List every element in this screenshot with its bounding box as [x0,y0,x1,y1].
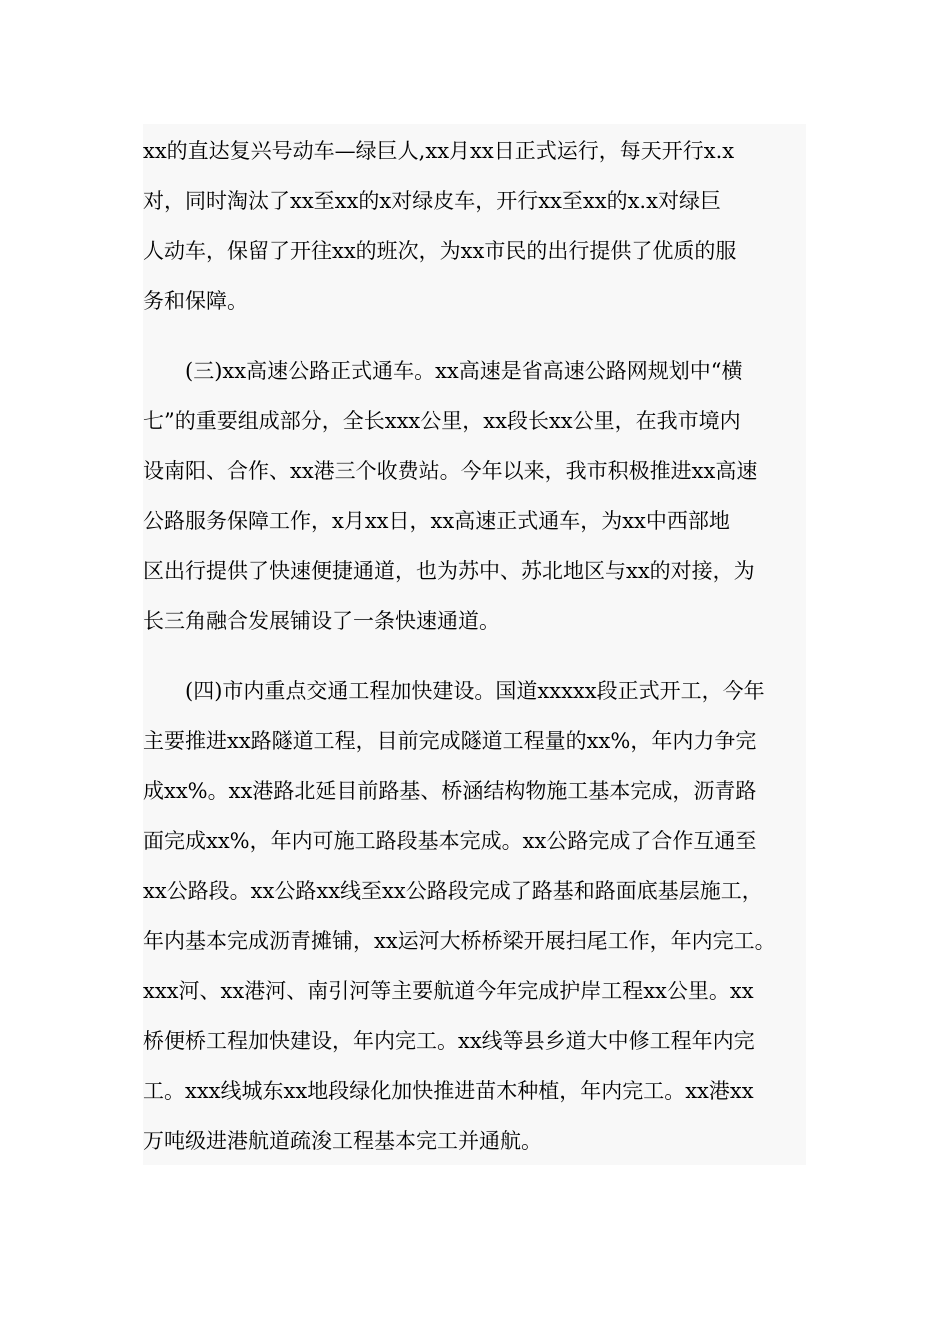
text-line: 万吨级进港航道疏浚工程基本完工并通航。 [143,1129,542,1153]
text-line: 桥便桥工程加快建设，年内完工。xx线等县乡道大中修工程年内完 [143,1029,755,1053]
text-line: 设南阳、合作、xx港三个收费站。今年以来，我市积极推进xx高速 [143,459,758,483]
text-line: 成xx%。xx港路北延目前路基、桥涵结构物施工基本完成，沥青路 [143,779,757,803]
text-line: (三)xx高速公路正式通车。xx高速是省高速公路网规划中“横 [143,359,743,383]
text-line: 年内基本完成沥青摊铺，xx运河大桥桥梁开展扫尾工作，年内完工。 [143,929,776,953]
text-line: 对，同时淘汰了xx至xx的x对绿皮车，开行xx至xx的x.x对绿巨 [143,189,721,213]
text-line: xx公路段。xx公路xx线至xx公路段完成了路基和路面底基层施工， [143,879,763,903]
text-line: xx的直达复兴号动车—绿巨人,xx月xx日正式运行，每天开行x.x [143,139,735,163]
text-line: 面完成xx%，年内可施工路段基本完成。xx公路完成了合作互通至 [143,829,757,853]
text-line: xxx河、xx港河、南引河等主要航道今年完成护岸工程xx公里。xx [143,979,754,1003]
text-line: 务和保障。 [143,289,248,313]
text-line: 公路服务保障工作，x月xx日，xx高速正式通车，为xx中西部地 [143,509,730,533]
document-text-block [143,124,806,1165]
paragraph-city-projects [143,666,806,1166]
text-line: 长三角融合发展铺设了一条快速通道。 [143,609,500,633]
text-line: 七”的重要组成部分，全长xxx公里，xx段长xx公里，在我市境内 [143,409,741,433]
text-line: 工。xxx线城东xx地段绿化加快推进苗木种植，年内完工。xx港xx [143,1079,754,1103]
text-line: (四)市内重点交通工程加快建设。国道xxxxx段正式开工，今年 [143,679,765,703]
paragraph-expressway [143,346,806,646]
paragraph-railway [143,126,806,326]
text-line: 人动车，保留了开往xx的班次，为xx市民的出行提供了优质的服 [143,239,737,263]
text-line: 主要推进xx路隧道工程，目前完成隧道工程量的xx%，年内力争完 [143,729,757,753]
text-line: 区出行提供了快速便捷通道，也为苏中、苏北地区与xx的对接，为 [143,559,755,583]
